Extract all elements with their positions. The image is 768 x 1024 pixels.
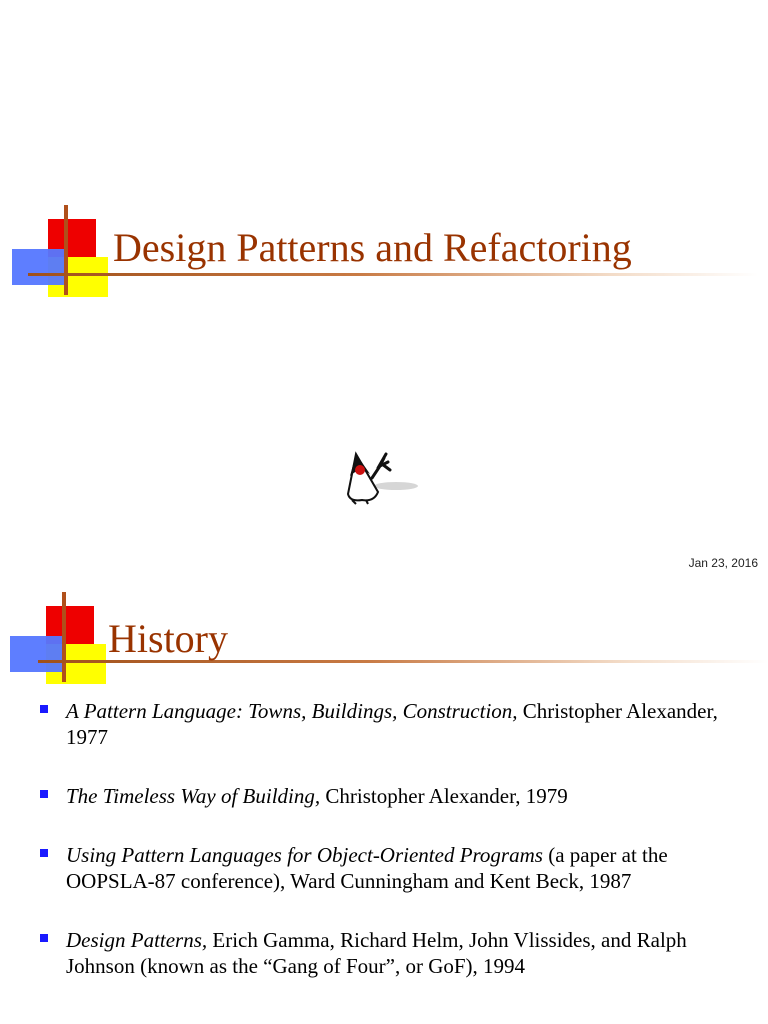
list-item xyxy=(38,783,728,809)
title-underline xyxy=(28,273,758,276)
square-bullet-icon xyxy=(40,934,48,942)
paper-title: Using Pattern Languages for Object-Oriented Programs xyxy=(66,843,543,867)
slide-date: Jan 23, 2016 xyxy=(688,556,758,570)
book-details: Christopher Alexander, 1977 xyxy=(66,699,718,749)
color-squares-logo xyxy=(12,205,112,305)
book-title: A Pattern Language: Towns, Buildings, Construction, xyxy=(66,699,518,723)
list-item xyxy=(38,927,728,979)
list-item xyxy=(38,842,728,894)
book-details: Erich Gamma, Richard Helm, John Vlissides, and Ralph Johnson (known as the “Gang of Four”, or GoF), 1994 xyxy=(66,928,687,978)
slide-title: History xyxy=(108,616,228,661)
book-title: Design Patterns, xyxy=(66,928,208,952)
list-item xyxy=(38,698,728,750)
square-bullet-icon xyxy=(40,849,48,857)
slide-title: Design Patterns and Refactoring xyxy=(113,225,632,270)
book-details: Christopher Alexander, 1979 xyxy=(320,784,568,808)
logo-vertical-line xyxy=(62,592,66,682)
square-bullet-icon xyxy=(40,790,48,798)
logo-blue-square xyxy=(12,249,64,285)
logo-blue-square xyxy=(10,636,62,672)
book-title: The Timeless Way of Building, xyxy=(66,784,321,808)
paper-details: (a paper at the OOPSLA-87 conference), Ward Cunningham and Kent Beck, 1987 xyxy=(66,843,668,893)
square-bullet-icon xyxy=(40,705,48,713)
duke-mascot-icon xyxy=(340,444,430,508)
history-slide xyxy=(0,580,768,1024)
logo-vertical-line xyxy=(64,205,68,295)
history-list xyxy=(38,698,728,1012)
color-squares-logo xyxy=(10,592,110,692)
